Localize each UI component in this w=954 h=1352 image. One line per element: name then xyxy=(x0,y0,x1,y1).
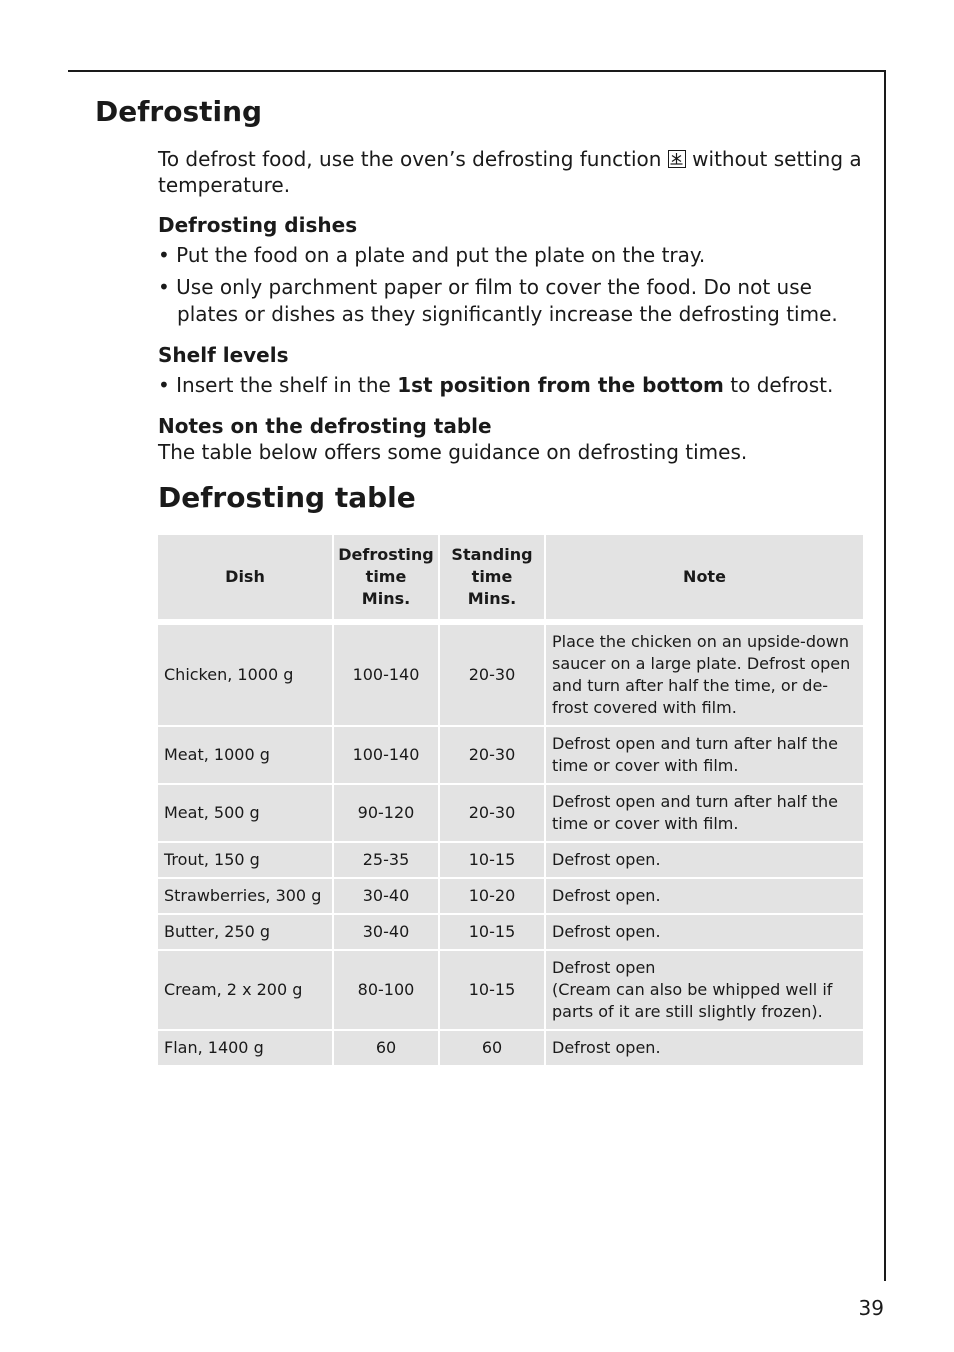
cell-defrost-time: 100-140 xyxy=(334,625,438,725)
shelf-bullet-list xyxy=(158,372,863,399)
cell-defrost-time: 30-40 xyxy=(334,915,438,949)
cell-defrost-time: 100-140 xyxy=(334,727,438,783)
cell-standing-time: 10-15 xyxy=(440,951,544,1029)
cell-dish: Meat, 500 g xyxy=(158,785,332,841)
shelf-text-after: to defrost. xyxy=(723,373,834,397)
list-item xyxy=(158,372,863,399)
page-title: Defrosting xyxy=(95,95,263,128)
header-dish: Dish xyxy=(158,535,332,619)
cell-note: Defrost open. xyxy=(546,879,863,913)
cell-note: Defrost open and turn after half the time or cover with film. xyxy=(546,785,863,841)
cell-dish: Strawberries, 300 g xyxy=(158,879,332,913)
intro-text-before: To defrost food, use the oven’s defrosting function xyxy=(158,147,668,171)
dishes-bullet-list xyxy=(158,242,863,328)
section-heading-dishes: Defrosting dishes xyxy=(158,213,358,237)
cell-note: Defrost open and turn after half the time or cover with film. xyxy=(546,727,863,783)
notes-paragraph: The table below offers some guidance on defrosting times. xyxy=(158,440,748,464)
intro-text-after: without setting a temperature. xyxy=(158,147,862,197)
table-row xyxy=(158,915,863,949)
table-row xyxy=(158,951,863,1029)
top-rule xyxy=(68,70,886,72)
cell-standing-time: 60 xyxy=(440,1031,544,1065)
table-row xyxy=(158,625,863,725)
cell-dish: Flan, 1400 g xyxy=(158,1031,332,1065)
cell-standing-time: 20-30 xyxy=(440,785,544,841)
cell-note: Place the chicken on an upside-down saucer on a large plate. Defrost open and turn after half the time, or de-frost covered with film. xyxy=(546,625,863,725)
section-heading-notes: Notes on the defrosting table xyxy=(158,414,492,438)
table-row xyxy=(158,843,863,877)
table-row xyxy=(158,785,863,841)
cell-defrost-time: 80-100 xyxy=(334,951,438,1029)
cell-defrost-time: 30-40 xyxy=(334,879,438,913)
table-header-row xyxy=(158,535,863,619)
cell-standing-time: 10-15 xyxy=(440,843,544,877)
section-heading-shelf: Shelf levels xyxy=(158,343,289,367)
cell-standing-time: 20-30 xyxy=(440,727,544,783)
list-item: • Put the food on a plate and put the plate on the tray. xyxy=(158,242,863,269)
cell-standing-time: 10-20 xyxy=(440,879,544,913)
cell-defrost-time: 60 xyxy=(334,1031,438,1065)
table-title: Defrosting table xyxy=(158,481,416,514)
header-gap xyxy=(158,621,863,623)
cell-note: Defrost open. xyxy=(546,915,863,949)
cell-dish: Chicken, 1000 g xyxy=(158,625,332,725)
header-defrosting-time: Defrosting time Mins. xyxy=(334,535,438,619)
header-note: Note xyxy=(546,535,863,619)
right-margin-rule xyxy=(884,70,886,1281)
shelf-text-before: Insert the shelf in the xyxy=(176,373,398,397)
table-row xyxy=(158,727,863,783)
cell-standing-time: 20-30 xyxy=(440,625,544,725)
cell-note: Defrost open. xyxy=(546,1031,863,1065)
header-standing-time: Standing time Mins. xyxy=(440,535,544,619)
cell-defrost-time: 25-35 xyxy=(334,843,438,877)
cell-note: Defrost open. xyxy=(546,843,863,877)
shelf-position-emphasis: 1st position from the bottom xyxy=(397,373,724,397)
cell-dish: Meat, 1000 g xyxy=(158,727,332,783)
cell-note: Defrost open (Cream can also be whipped well if parts of it are still slightly frozen). xyxy=(546,951,863,1029)
cell-dish: Cream, 2 x 200 g xyxy=(158,951,332,1029)
page-number: 39 xyxy=(858,1296,884,1320)
table-row xyxy=(158,879,863,913)
main-content xyxy=(158,146,863,1067)
cell-dish: Butter, 250 g xyxy=(158,915,332,949)
table-row xyxy=(158,1031,863,1065)
cell-standing-time: 10-15 xyxy=(440,915,544,949)
list-item: • Use only parchment paper or film to cover the food. Do not use plates or dishes as they significantly increase the defrosting time. xyxy=(158,274,863,328)
cell-dish: Trout, 150 g xyxy=(158,843,332,877)
defrost-snowflake-icon xyxy=(668,150,686,168)
intro-paragraph xyxy=(158,146,863,198)
defrosting-table xyxy=(156,533,865,1067)
cell-defrost-time: 90-120 xyxy=(334,785,438,841)
